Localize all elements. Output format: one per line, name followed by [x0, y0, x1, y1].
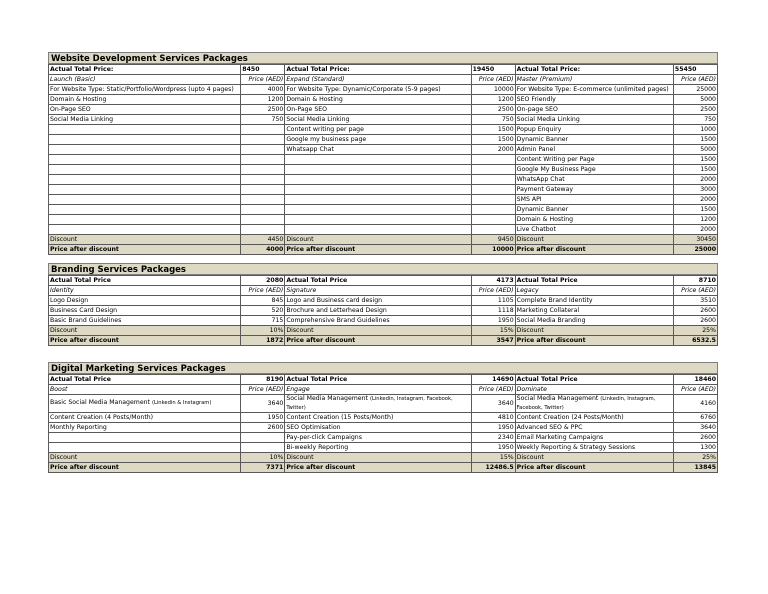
item-price: 2000: [471, 145, 515, 155]
item-price: 25000: [673, 85, 717, 95]
total-label: Actual Total Price: [515, 276, 673, 286]
item-price: 2600: [673, 316, 717, 326]
item-label: [515, 395, 673, 413]
item-price: 4000: [241, 85, 285, 95]
item-row: [49, 225, 718, 235]
item-label: [49, 195, 241, 205]
item-label: [49, 215, 241, 225]
item-label: Social Media Linking: [49, 115, 241, 125]
final-price-value: 4000: [241, 245, 285, 255]
item-label: Admin Panel: [515, 145, 673, 155]
item-price: 2500: [241, 105, 285, 115]
discount-value: 10%: [241, 453, 285, 463]
price-column-label: Price (AED): [471, 75, 515, 85]
item-row: [49, 195, 718, 205]
discount-label: Discount: [515, 326, 673, 336]
item-row: [49, 395, 718, 413]
total-label: Actual Total Price: [49, 276, 241, 286]
item-label: [49, 165, 241, 175]
item-price: 2600: [673, 433, 717, 443]
item-row: [49, 85, 718, 95]
price-column-label: Price (AED): [673, 286, 717, 296]
item-row: [49, 423, 718, 433]
item-price: 3510: [673, 296, 717, 306]
item-price: [241, 195, 285, 205]
item-label: Dynamic Banner: [515, 205, 673, 215]
item-price: [471, 205, 515, 215]
item-row: [49, 135, 718, 145]
item-price: 1950: [471, 423, 515, 433]
item-price: 5000: [673, 145, 717, 155]
price-column-label: Price (AED): [471, 385, 515, 395]
item-label: Content Creation (4 Posts/Month): [49, 413, 241, 423]
item-label: [49, 443, 241, 453]
item-price: [471, 225, 515, 235]
item-price: 715: [241, 316, 285, 326]
item-note: (Linkedin, Instagram, Facebook, Twitter): [286, 396, 453, 411]
final-price-row: [49, 245, 718, 255]
item-label: Basic Brand Guidelines: [49, 316, 241, 326]
package-name-row: [49, 385, 718, 395]
item-price: 1500: [673, 135, 717, 145]
item-price: [471, 155, 515, 165]
item-label: [49, 395, 241, 413]
item-price: 2000: [673, 175, 717, 185]
item-label: Content Writing per Page: [515, 155, 673, 165]
item-label: [49, 175, 241, 185]
final-price-label: Price after discount: [285, 245, 471, 255]
item-note: (Linkedin, Instagram, Facebook, Twitter): [516, 396, 656, 411]
item-price: [471, 175, 515, 185]
item-label: Monthly Reporting: [49, 423, 241, 433]
item-row: [49, 165, 718, 175]
item-price: 750: [471, 115, 515, 125]
item-label: [49, 225, 241, 235]
total-label: Actual Total Price: [285, 276, 471, 286]
total-value: 8190: [241, 375, 285, 385]
package-name: Legacy: [515, 286, 673, 296]
final-price-label: Price after discount: [515, 245, 673, 255]
total-label: Actual Total Price:: [49, 65, 241, 75]
item-row: [49, 105, 718, 115]
item-price: [241, 205, 285, 215]
item-label: Content Creation (24 Posts/Month): [515, 413, 673, 423]
item-price: [241, 443, 285, 453]
item-row: [49, 433, 718, 443]
item-price: [241, 175, 285, 185]
total-value: 8450: [241, 65, 285, 75]
discount-label: Discount: [285, 453, 471, 463]
item-label: [285, 205, 471, 215]
item-label: Dynamic Banner: [515, 135, 673, 145]
total-value: 55450: [673, 65, 717, 75]
final-price-label: Price after discount: [285, 336, 471, 346]
spreadsheet: [48, 52, 718, 481]
section-title: Website Development Services Packages: [48, 52, 718, 64]
item-label: Email Marketing Campaigns: [515, 433, 673, 443]
item-label: For Website Type: E-commerce (unlimited pages): [515, 85, 673, 95]
item-price: 6760: [673, 413, 717, 423]
package-name-row: [49, 286, 718, 296]
header-row: [49, 276, 718, 286]
item-price: 4160: [673, 395, 717, 413]
total-label: Actual Total Price: [285, 375, 471, 385]
website-packages-table: [48, 64, 718, 255]
item-label: Logo Design: [49, 296, 241, 306]
item-price: 750: [673, 115, 717, 125]
discount-label: Discount: [49, 235, 241, 245]
item-price: 1105: [471, 296, 515, 306]
item-row: [49, 115, 718, 125]
item-label: Content writing per page: [285, 125, 471, 135]
total-label: Actual Total Price:: [285, 65, 471, 75]
item-price: 2000: [673, 225, 717, 235]
header-row: [49, 65, 718, 75]
final-price-value: 7371: [241, 463, 285, 473]
total-label: Actual Total Price: [515, 375, 673, 385]
total-value: 18460: [673, 375, 717, 385]
item-label: On-Page SEO: [285, 105, 471, 115]
item-label: [285, 155, 471, 165]
item-price: 1300: [673, 443, 717, 453]
item-price: 750: [241, 115, 285, 125]
item-label: [49, 125, 241, 135]
discount-label: Discount: [515, 235, 673, 245]
item-price: [471, 215, 515, 225]
item-row: [49, 413, 718, 423]
item-row: [49, 316, 718, 326]
package-name: Engage: [285, 385, 471, 395]
item-label: [49, 433, 241, 443]
item-label: Google my business page: [285, 135, 471, 145]
item-price: 4810: [471, 413, 515, 423]
item-label: Payment Gateway: [515, 185, 673, 195]
item-row: [49, 185, 718, 195]
discount-row: [49, 326, 718, 336]
final-price-label: Price after discount: [49, 245, 241, 255]
item-label-text: Social Media Management: [286, 395, 368, 402]
item-price: [241, 145, 285, 155]
item-label: On-Page SEO: [49, 105, 241, 115]
final-price-value: 3547: [471, 336, 515, 346]
discount-label: Discount: [285, 326, 471, 336]
item-label: [49, 205, 241, 215]
item-price: 1200: [673, 215, 717, 225]
item-label: [285, 165, 471, 175]
package-name: Signature: [285, 286, 471, 296]
final-price-label: Price after discount: [515, 463, 673, 473]
item-label: [49, 155, 241, 165]
price-column-label: Price (AED): [241, 385, 285, 395]
item-label: [285, 395, 471, 413]
discount-value: 15%: [471, 326, 515, 336]
item-price: 1200: [471, 95, 515, 105]
total-label: Actual Total Price:: [515, 65, 673, 75]
item-label: [285, 195, 471, 205]
digital-marketing-section: [48, 362, 718, 473]
item-price: 1500: [673, 165, 717, 175]
item-price: 2600: [241, 423, 285, 433]
item-price: 1500: [471, 135, 515, 145]
item-label: [285, 225, 471, 235]
discount-value: 25%: [673, 326, 717, 336]
item-price: 3640: [471, 395, 515, 413]
item-label: [49, 145, 241, 155]
discount-row: [49, 235, 718, 245]
item-label: Pay-per-click Campaigns: [285, 433, 471, 443]
price-column-label: Price (AED): [241, 75, 285, 85]
final-price-value: 12486.5: [471, 463, 515, 473]
item-label: [285, 215, 471, 225]
final-price-value: 6532.5: [673, 336, 717, 346]
total-value: 8710: [673, 276, 717, 286]
item-row: [49, 145, 718, 155]
header-row: [49, 375, 718, 385]
item-label: [49, 185, 241, 195]
item-price: 1950: [241, 413, 285, 423]
item-price: 2600: [673, 306, 717, 316]
item-label: Advanced SEO & PPC: [515, 423, 673, 433]
item-label: Comprehensive Brand Guidelines: [285, 316, 471, 326]
item-row: [49, 125, 718, 135]
item-price: [241, 135, 285, 145]
package-name: Dominate: [515, 385, 673, 395]
item-label-text: Basic Social Media Management: [50, 399, 150, 407]
item-price: 3640: [673, 423, 717, 433]
item-price: [241, 125, 285, 135]
discount-value: 4450: [241, 235, 285, 245]
package-name: Identity: [49, 286, 241, 296]
digital-marketing-table: [48, 374, 718, 473]
item-label: [285, 175, 471, 185]
item-label: Logo and Business card design: [285, 296, 471, 306]
item-label: Whatsapp Chat: [285, 145, 471, 155]
item-label: Domain & Hosting: [49, 95, 241, 105]
item-price: [241, 185, 285, 195]
item-row: [49, 95, 718, 105]
branding-packages-section: [48, 263, 718, 346]
item-label: WhatsApp Chat: [515, 175, 673, 185]
final-price-label: Price after discount: [49, 463, 241, 473]
price-column-label: Price (AED): [241, 286, 285, 296]
final-price-value: 25000: [673, 245, 717, 255]
item-price: [241, 215, 285, 225]
discount-label: Discount: [49, 453, 241, 463]
item-label: Business Card Design: [49, 306, 241, 316]
item-price: [471, 185, 515, 195]
item-label: Social Media Linking: [515, 115, 673, 125]
item-label: Google My Business Page: [515, 165, 673, 175]
final-price-label: Price after discount: [49, 336, 241, 346]
discount-label: Discount: [49, 326, 241, 336]
item-price: 3000: [673, 185, 717, 195]
item-label: Bi-weekly Reporting: [285, 443, 471, 453]
item-note: (Linkedin & Instagram): [151, 400, 212, 407]
item-label: [285, 185, 471, 195]
item-label: For Website Type: Static/Portfolio/Wordpress (upto 4 pages): [49, 85, 241, 95]
final-price-value: 1872: [241, 336, 285, 346]
item-label: Content Creation (15 Posts/Month): [285, 413, 471, 423]
item-row: [49, 155, 718, 165]
item-price: 1500: [471, 125, 515, 135]
item-price: 2500: [673, 105, 717, 115]
item-price: [241, 165, 285, 175]
branding-packages-table: [48, 275, 718, 346]
discount-value: 10%: [241, 326, 285, 336]
website-packages-section: [48, 52, 718, 255]
item-row: [49, 443, 718, 453]
item-price: 2340: [471, 433, 515, 443]
item-price: 5000: [673, 95, 717, 105]
discount-label: Discount: [515, 453, 673, 463]
package-name: Launch (Basic): [49, 75, 241, 85]
item-price: [471, 165, 515, 175]
item-label: [49, 135, 241, 145]
discount-row: [49, 453, 718, 463]
item-price: [241, 155, 285, 165]
discount-value: 9450: [471, 235, 515, 245]
total-value: 19450: [471, 65, 515, 75]
final-price-label: Price after discount: [285, 463, 471, 473]
item-price: 1118: [471, 306, 515, 316]
item-label: SEO Friendly: [515, 95, 673, 105]
item-price: 1200: [241, 95, 285, 105]
item-price: 520: [241, 306, 285, 316]
item-label: Complete Brand Identity: [515, 296, 673, 306]
item-price: 2500: [471, 105, 515, 115]
total-value: 4173: [471, 276, 515, 286]
item-label: Live Chatbot: [515, 225, 673, 235]
item-label-text: Social Media Management: [516, 395, 599, 402]
item-row: [49, 175, 718, 185]
item-price: 1000: [673, 125, 717, 135]
item-label: SEO Optimisation: [285, 423, 471, 433]
discount-value: 30450: [673, 235, 717, 245]
final-price-value: 13845: [673, 463, 717, 473]
item-label: Domain & Hosting: [285, 95, 471, 105]
item-row: [49, 205, 718, 215]
item-price: 2000: [673, 195, 717, 205]
item-row: [49, 296, 718, 306]
item-label: Weekly Reporting & Strategy Sessions: [515, 443, 673, 453]
item-label: Domain & Hosting: [515, 215, 673, 225]
price-column-label: Price (AED): [471, 286, 515, 296]
item-row: [49, 215, 718, 225]
item-price: 3640: [241, 395, 285, 413]
discount-value: 25%: [673, 453, 717, 463]
discount-label: Discount: [285, 235, 471, 245]
section-title: Digital Marketing Services Packages: [48, 362, 718, 374]
item-label: Marketing Collateral: [515, 306, 673, 316]
price-column-label: Price (AED): [673, 75, 717, 85]
item-price: 1500: [673, 155, 717, 165]
section-title: Branding Services Packages: [48, 263, 718, 275]
discount-value: 15%: [471, 453, 515, 463]
package-name: Expand (Standard): [285, 75, 471, 85]
final-price-row: [49, 336, 718, 346]
item-price: 10000: [471, 85, 515, 95]
item-price: 1500: [673, 205, 717, 215]
price-column-label: Price (AED): [673, 385, 717, 395]
total-label: Actual Total Price: [49, 375, 241, 385]
item-price: [241, 225, 285, 235]
final-price-value: 10000: [471, 245, 515, 255]
item-price: [471, 195, 515, 205]
item-label: For Website Type: Dynamic/Corporate (5-9 pages): [285, 85, 471, 95]
item-row: [49, 306, 718, 316]
item-price: 845: [241, 296, 285, 306]
package-name: Master (Premium): [515, 75, 673, 85]
package-name-row: [49, 75, 718, 85]
item-label: Brochure and Letterhead Design: [285, 306, 471, 316]
final-price-row: [49, 463, 718, 473]
item-label: Social Media Linking: [285, 115, 471, 125]
item-label: On-page SEO: [515, 105, 673, 115]
item-price: [241, 433, 285, 443]
item-label: Social Media Branding: [515, 316, 673, 326]
item-label: Popup Enquiry: [515, 125, 673, 135]
total-value: 2080: [241, 276, 285, 286]
item-price: 1950: [471, 316, 515, 326]
item-label: SMS API: [515, 195, 673, 205]
final-price-label: Price after discount: [515, 336, 673, 346]
package-name: Boost: [49, 385, 241, 395]
item-price: 1950: [471, 443, 515, 453]
total-value: 14690: [471, 375, 515, 385]
